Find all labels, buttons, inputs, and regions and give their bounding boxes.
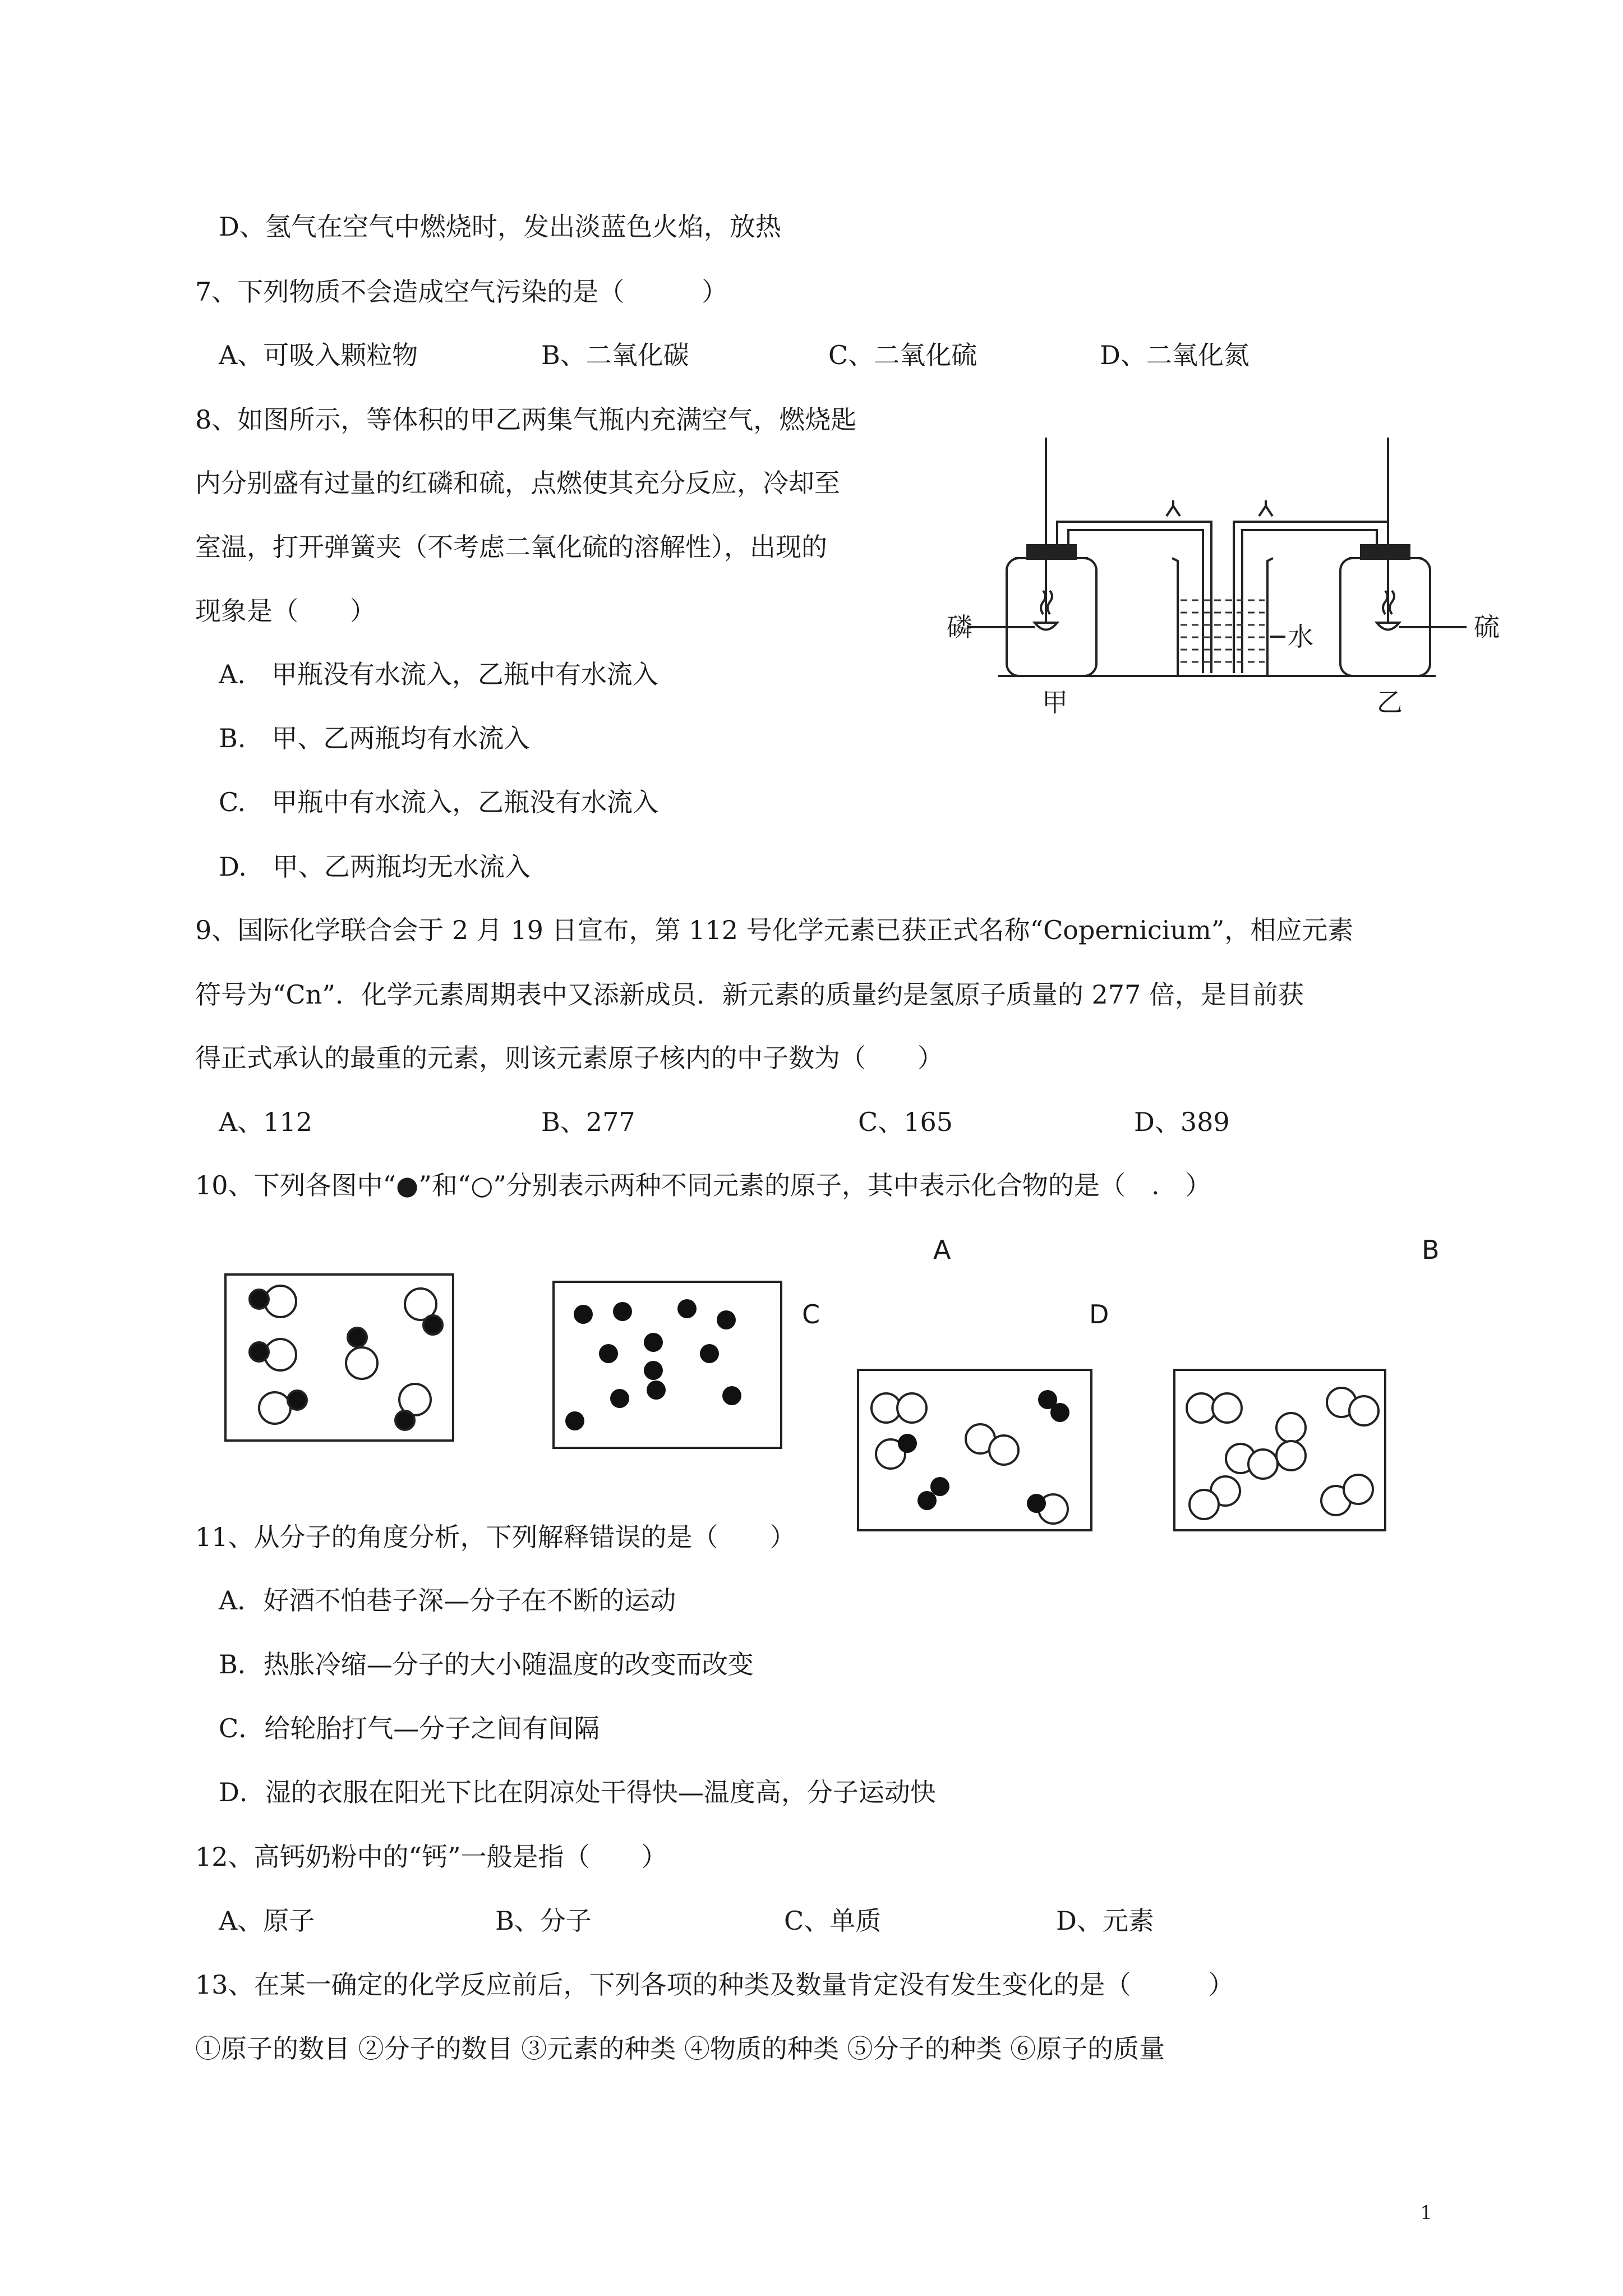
q9-option-c: C、165	[858, 1107, 953, 1137]
q13-items: ①原子的数目 ②分子的数目 ③元素的种类 ④物质的种类 ⑤分子的种类 ⑥原子的质量	[195, 2033, 1165, 2064]
q8-label-sulfur: 硫	[1474, 612, 1500, 642]
q9-stem-line-2: 符号为“Cn”．化学元素周期表中又添新成员．新元素的质量约是氢原子质量的 277 倍，是目前获	[195, 979, 1304, 1010]
q10-box-d	[1173, 1369, 1386, 1531]
q8-label-bottle-jia: 甲	[1042, 687, 1068, 717]
q8-apparatus-figure	[942, 438, 1503, 729]
page-number: 1	[1420, 2202, 1432, 2224]
q8-stem-line-4: 现象是（ ）	[195, 596, 376, 626]
q8-label-bottle-yi: 乙	[1377, 687, 1403, 717]
q8-option-b: B. 甲、乙两瓶均有水流入	[219, 723, 530, 753]
q9-stem-line-1: 9、国际化学联合会于 2 月 19 日宣布，第 112 号化学元素已获正式名称“Copernicium”，相应元素	[195, 915, 1354, 945]
q7-option-c: C、二氧化硫	[828, 340, 978, 370]
q12-option-d: D、元素	[1056, 1906, 1154, 1936]
q8-stem-line-1: 8、如图所示，等体积的甲乙两集气瓶内充满空气，燃烧匙	[195, 404, 857, 435]
q8-option-c: C. 甲瓶中有水流入，乙瓶没有水流入	[219, 787, 659, 817]
q8-stem-line-3: 室温，打开弹簧夹（不考虑二氧化硫的溶解性），出现的	[195, 532, 827, 562]
q9-option-d: D、389	[1134, 1107, 1230, 1137]
q7-option-b: B、二氧化碳	[541, 340, 689, 370]
q11-stem: 11、从分子的角度分析，下列解释错误的是（ ）	[195, 1522, 796, 1552]
q12-option-c: C、单质	[784, 1906, 882, 1936]
q7-stem: 7、下列物质不会造成空气污染的是（ ）	[195, 277, 728, 307]
q12-option-a: A、原子	[219, 1906, 315, 1936]
q6-option-d: D、氢气在空气中燃烧时，发出淡蓝色火焰，放热	[219, 211, 781, 242]
q8-label-water: 水	[1288, 622, 1313, 652]
q8-option-a: A. 甲瓶没有水流入，乙瓶中有水流入	[219, 659, 658, 689]
q11-option-a: A．好酒不怕巷子深—分子在不断的运动	[219, 1585, 676, 1616]
q9-stem-line-3: 得正式承认的最重的元素，则该元素原子核内的中子数为（ ）	[195, 1043, 943, 1073]
q8-stem-line-2: 内分别盛有过量的红磷和硫，点燃使其充分反应，冷却至	[195, 468, 840, 498]
q7-option-d: D、二氧化氮	[1100, 340, 1249, 370]
q7-option-a: A、可吸入颗粒物	[219, 340, 418, 370]
q11-option-c: C．给轮胎打气—分子之间有间隔	[219, 1713, 600, 1743]
q8-option-d: D. 甲、乙两瓶均无水流入	[219, 852, 531, 882]
q9-option-b: B、277	[541, 1107, 635, 1137]
q9-option-a: A、112	[219, 1107, 313, 1137]
q11-option-b: B．热胀冷缩—分子的大小随温度的改变而改变	[219, 1649, 754, 1680]
q12-option-b: B、分子	[495, 1906, 592, 1936]
q13-stem: 13、在某一确定的化学反应前后，下列各项的种类及数量肯定没有发生变化的是（ ）	[195, 1970, 1234, 2000]
q10-box-a	[224, 1273, 454, 1442]
q10-stem: 10、下列各图中“●”和“○”分别表示两种不同元素的原子，其中表示化合物的是（ . ）	[195, 1170, 1211, 1200]
q12-stem: 12、高钙奶粉中的“钙”一般是指（ ）	[195, 1842, 667, 1872]
q10-label-b: B	[1422, 1235, 1440, 1265]
q10-label-a: A	[933, 1235, 951, 1265]
q10-box-b	[552, 1281, 782, 1449]
q10-label-d: D	[1089, 1299, 1109, 1329]
q10-label-c: C	[802, 1299, 820, 1329]
q10-box-c	[857, 1369, 1092, 1531]
q11-option-d: D．湿的衣服在阳光下比在阴凉处干得快—温度高，分子运动快	[219, 1777, 936, 1807]
q8-label-phosphorus: 磷	[947, 612, 972, 642]
